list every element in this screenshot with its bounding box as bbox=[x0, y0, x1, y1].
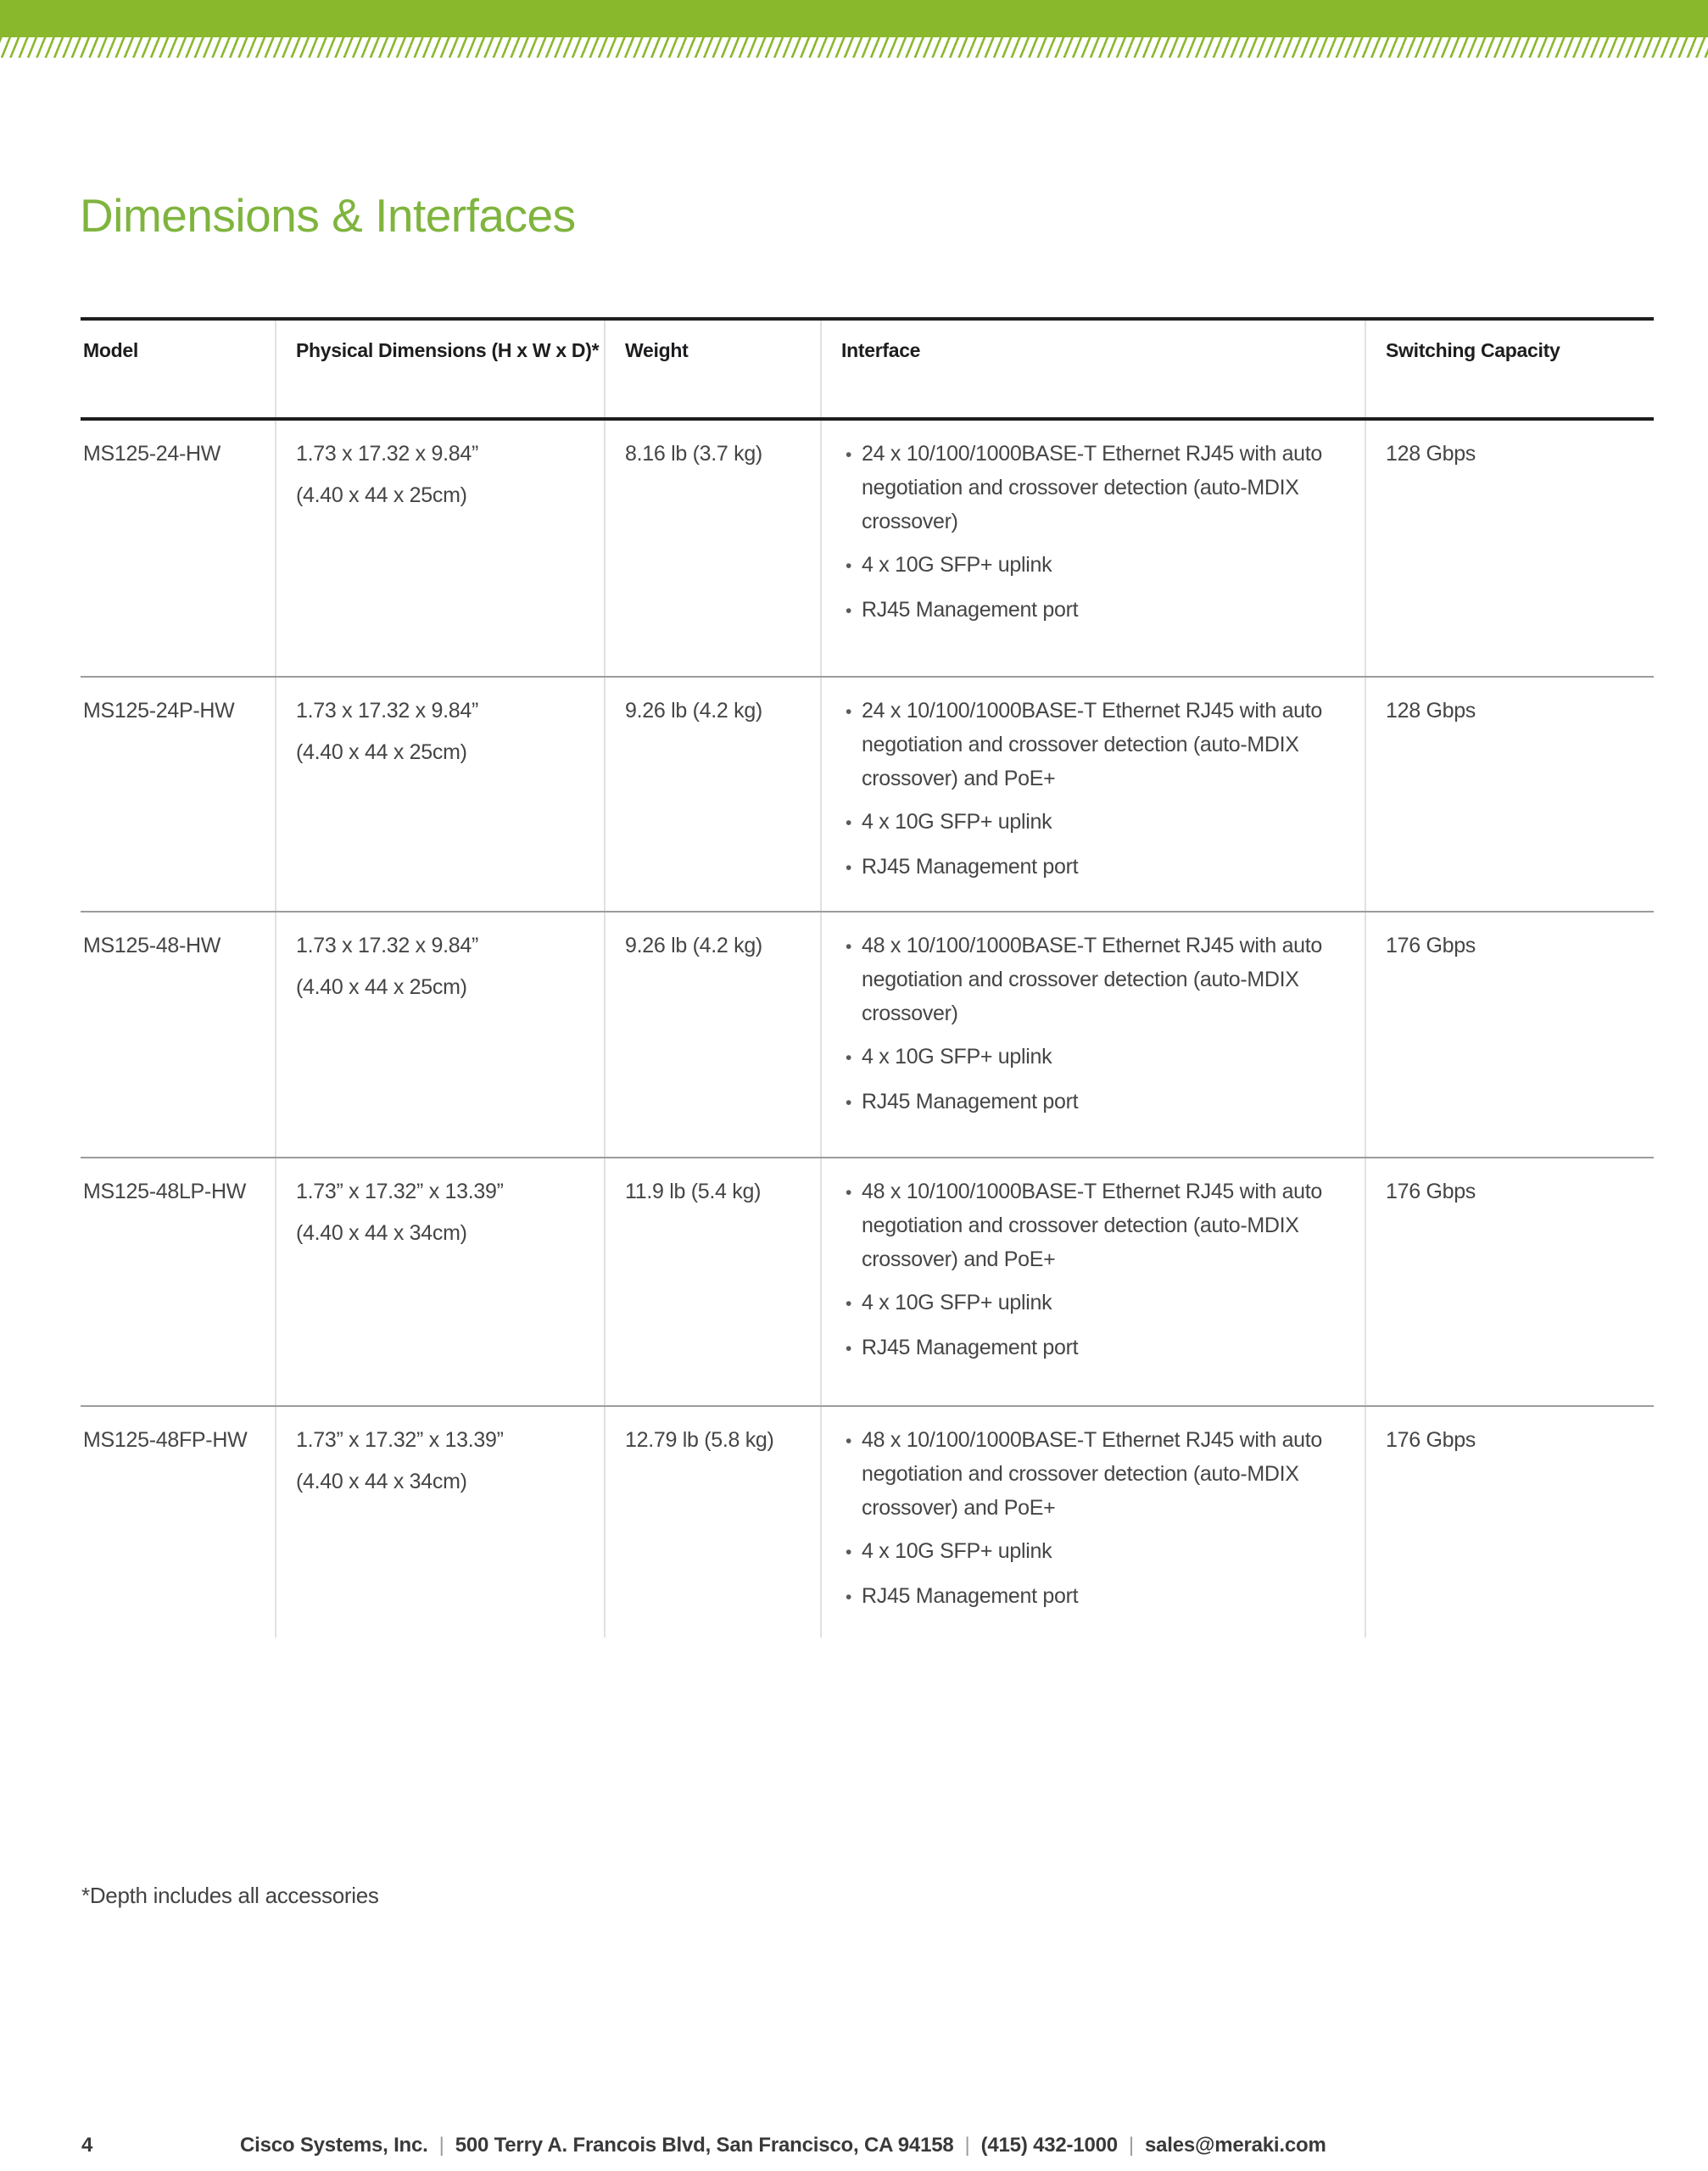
dimensions-cell bbox=[275, 1407, 604, 1638]
interface-cell bbox=[820, 678, 1365, 911]
table-row-ms125-48lp-hw bbox=[81, 1157, 1654, 1405]
footer-separator: | bbox=[1128, 2134, 1134, 2157]
list-item: • 48 x 10/100/1000BASE-T Ethernet RJ45 with auto negotiation and crossover detection (auto-MDIX crossover) and PoE+ bbox=[822, 1423, 1358, 1525]
switching-capacity-cell: 176 Gbps bbox=[1365, 912, 1654, 1157]
dimensions-inches: 1.73 x 17.32 x 9.84” bbox=[296, 934, 478, 957]
bullet-marker bbox=[846, 1331, 862, 1366]
list-item: • RJ45 Management port bbox=[822, 1579, 1358, 1615]
column-header-switching-capacity: Switching Capacity bbox=[1365, 321, 1654, 417]
bullet-marker bbox=[846, 1579, 862, 1615]
list-item: • 4 x 10G SFP+ uplink bbox=[822, 548, 1358, 583]
bullet-marker bbox=[846, 805, 862, 840]
column-header-interface: Interface bbox=[820, 321, 1365, 417]
page-title: Dimensions & Interfaces bbox=[80, 189, 576, 242]
list-item: • 24 x 10/100/1000BASE-T Ethernet RJ45 with auto negotiation and crossover detection (auto-MDIX crossover) and PoE+ bbox=[822, 694, 1358, 795]
bullet-marker bbox=[846, 1423, 862, 1459]
hatch-stripe-band bbox=[0, 37, 1708, 58]
dimensions-cm: (4.40 x 44 x 34cm) bbox=[296, 1470, 467, 1493]
dimensions-cell bbox=[275, 1158, 604, 1405]
list-item: • RJ45 Management port bbox=[822, 593, 1358, 628]
bullet-marker bbox=[846, 1534, 862, 1570]
list-item: • RJ45 Management port bbox=[822, 1085, 1358, 1120]
footer-contact bbox=[240, 2134, 1326, 2157]
dimensions-inches: 1.73” x 17.32” x 13.39” bbox=[296, 1428, 504, 1452]
table-header-row bbox=[81, 321, 1654, 421]
model-cell: MS125-48FP-HW bbox=[83, 1428, 248, 1452]
bullet-marker bbox=[846, 548, 862, 583]
table-row-ms125-24-hw bbox=[81, 421, 1654, 676]
column-header-weight: Weight bbox=[604, 321, 820, 417]
footer-phone: (415) 432-1000 bbox=[980, 2134, 1118, 2157]
weight-cell: 12.79 lb (5.8 kg) bbox=[604, 1407, 820, 1638]
bullet-marker bbox=[846, 437, 862, 472]
list-item: • RJ45 Management port bbox=[822, 850, 1358, 885]
switching-capacity-cell: 176 Gbps bbox=[1365, 1158, 1654, 1405]
page-footer bbox=[81, 2134, 1627, 2157]
dimensions-cell bbox=[275, 421, 604, 676]
list-item: • 4 x 10G SFP+ uplink bbox=[822, 1534, 1358, 1570]
list-item: • 48 x 10/100/1000BASE-T Ethernet RJ45 with auto negotiation and crossover detection (auto-MDIX crossover) and PoE+ bbox=[822, 1175, 1358, 1276]
model-cell: MS125-24-HW bbox=[83, 442, 221, 466]
dimensions-cell bbox=[275, 912, 604, 1157]
weight-cell: 8.16 lb (3.7 kg) bbox=[604, 421, 820, 676]
switching-capacity-cell: 128 Gbps bbox=[1365, 421, 1654, 676]
list-item: • 4 x 10G SFP+ uplink bbox=[822, 1040, 1358, 1075]
bullet-marker bbox=[846, 1085, 862, 1120]
switching-capacity-cell: 128 Gbps bbox=[1365, 678, 1654, 911]
interface-cell bbox=[820, 912, 1365, 1157]
bullet-marker bbox=[846, 694, 862, 729]
bullet-marker bbox=[846, 1175, 862, 1210]
footer-separator: | bbox=[964, 2134, 970, 2157]
dimensions-cm: (4.40 x 44 x 34cm) bbox=[296, 1221, 467, 1245]
page-number: 4 bbox=[81, 2134, 93, 2157]
bullet-marker bbox=[846, 929, 862, 964]
table-row-ms125-48-hw bbox=[81, 911, 1654, 1157]
list-item: • 4 x 10G SFP+ uplink bbox=[822, 805, 1358, 840]
model-cell: MS125-24P-HW bbox=[83, 699, 235, 723]
table-row-ms125-24p-hw bbox=[81, 676, 1654, 911]
list-item: • 48 x 10/100/1000BASE-T Ethernet RJ45 with auto negotiation and crossover detection (auto-MDIX crossover) bbox=[822, 929, 1358, 1030]
dimensions-cm: (4.40 x 44 x 25cm) bbox=[296, 975, 467, 999]
model-cell: MS125-48LP-HW bbox=[83, 1180, 246, 1203]
list-item: • RJ45 Management port bbox=[822, 1331, 1358, 1366]
bullet-marker bbox=[846, 850, 862, 885]
interface-cell bbox=[820, 1158, 1365, 1405]
footer-separator: | bbox=[438, 2134, 444, 2157]
column-header-model: Model bbox=[83, 339, 138, 361]
switching-capacity-cell: 176 Gbps bbox=[1365, 1407, 1654, 1638]
list-item: • 24 x 10/100/1000BASE-T Ethernet RJ45 with auto negotiation and crossover detection (auto-MDIX crossover) bbox=[822, 437, 1358, 539]
bullet-marker bbox=[846, 1040, 862, 1075]
weight-cell: 9.26 lb (4.2 kg) bbox=[604, 678, 820, 911]
table-row-ms125-48fp-hw bbox=[81, 1405, 1654, 1638]
dimensions-inches: 1.73 x 17.32 x 9.84” bbox=[296, 699, 478, 723]
bullet-marker bbox=[846, 1286, 862, 1321]
bullet-marker bbox=[846, 593, 862, 628]
list-item: • 4 x 10G SFP+ uplink bbox=[822, 1286, 1358, 1321]
top-green-bar bbox=[0, 0, 1708, 37]
weight-cell: 11.9 lb (5.4 kg) bbox=[604, 1158, 820, 1405]
footer-email: sales@meraki.com bbox=[1144, 2134, 1326, 2157]
dimensions-interfaces-table bbox=[81, 317, 1654, 1638]
dimensions-cm: (4.40 x 44 x 25cm) bbox=[296, 483, 467, 507]
dimensions-cell bbox=[275, 678, 604, 911]
footnote: *Depth includes all accessories bbox=[81, 1883, 379, 1908]
dimensions-inches: 1.73” x 17.32” x 13.39” bbox=[296, 1180, 504, 1203]
column-header-physical-dimensions: Physical Dimensions (H x W x D)* bbox=[275, 321, 604, 417]
interface-cell bbox=[820, 1407, 1365, 1638]
interface-cell bbox=[820, 421, 1365, 676]
dimensions-inches: 1.73 x 17.32 x 9.84” bbox=[296, 442, 478, 466]
dimensions-cm: (4.40 x 44 x 25cm) bbox=[296, 740, 467, 764]
weight-cell: 9.26 lb (4.2 kg) bbox=[604, 912, 820, 1157]
footer-company: Cisco Systems, Inc. bbox=[240, 2134, 428, 2157]
footer-address: 500 Terry A. Francois Blvd, San Francisco, CA 94158 bbox=[455, 2134, 954, 2157]
model-cell: MS125-48-HW bbox=[83, 934, 221, 957]
